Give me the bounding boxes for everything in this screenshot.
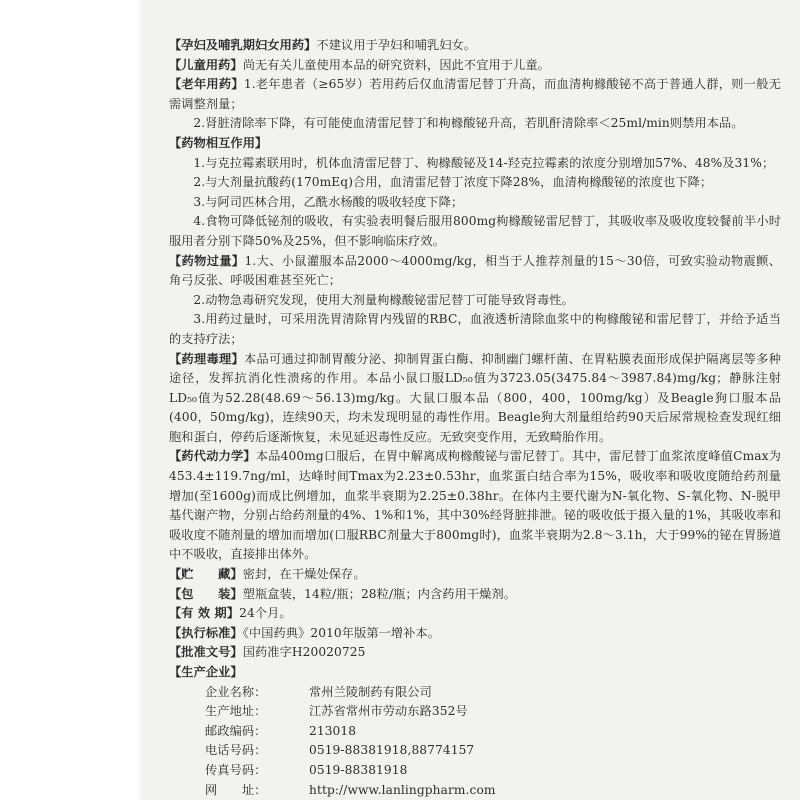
section-paragraph: 3.用药过量时，可采用洗胃清除胃内残留的RBC，血液透析清除血浆中的枸橼酸铋和雷尼替丁，并给予适当的支持疗法； bbox=[169, 312, 781, 346]
section-validity bbox=[169, 604, 781, 624]
section-paragraph: 4.食物可降低铋剂的吸收，有实验表明餐后服用800mg枸橼酸铋雷尼替丁，其吸收率及吸收度较餐前半小时服用者分别下降50%及25%，但不影响临床疗效。 bbox=[169, 214, 781, 248]
section-text: 尚无有关儿童使用本品的研究资料，因此不宜用于儿童。 bbox=[242, 57, 550, 72]
section-toxicology bbox=[169, 350, 781, 448]
address-row bbox=[205, 702, 781, 722]
section-storage bbox=[169, 565, 781, 585]
section-paragraph: 2.与大剂量抗酸药(170mEq)合用，血清雷尼替丁浓度下降28%，血清枸橼酸铋的浓度也下降； bbox=[193, 175, 713, 190]
section-packaging bbox=[169, 585, 781, 605]
section-text: 本品400mg口服后，在胃中解离成枸橼酸铋与雷尼替丁。其中，雷尼替丁血浆浓度峰值Cmax为453.4±119.7ng/ml，达峰时间Tmax为2.23±0.53hr，血浆蛋白结合率为15%，吸收率和吸收度随给药剂量增加(至1600g)而成比例增加，血浆半衰期为2.25±0.38hr。在体内主要代谢为N-氧化物、S-氧化物、N-脱甲基代谢产物，分别占给药剂量的4%、1%和1%，其中30%经肾脏排泄。铋的吸收低于摄入量的1%，其吸收率和吸收度不随剂量的增加而增加(口服RBC剂量大于800mg时)，血浆半衰期为2.8～3.1h，大于99%的铋在胃肠道中不吸收，直接排出体外。 bbox=[169, 449, 781, 562]
section-pharmacokinetics bbox=[169, 447, 781, 565]
manufacturer-details bbox=[205, 683, 781, 800]
section-manufacturer-heading bbox=[169, 663, 781, 683]
section-heading: 【儿童用药】 bbox=[169, 57, 243, 72]
section-paragraph: 3.与阿司匹林合用，乙酰水杨酸的吸收轻度下降； bbox=[193, 194, 464, 209]
field-label: 电话号码： bbox=[205, 743, 267, 758]
section-text: 密封，在干燥处保存。 bbox=[242, 567, 366, 582]
section-heading: 【孕妇及哺乳期妇女用药】 bbox=[169, 38, 317, 52]
section-heading: 【药代动力学】 bbox=[169, 449, 256, 464]
section-heading: 【生产企业】 bbox=[169, 665, 243, 679]
company-name-row bbox=[205, 683, 781, 703]
section-text: 塑瓶盒装，14粒/瓶；28粒/瓶；内含药用干燥剂。 bbox=[242, 586, 517, 601]
field-label: 生产地址： bbox=[205, 704, 267, 719]
section-overdose bbox=[169, 252, 781, 291]
company-name: 常州兰陵制药有限公司 bbox=[309, 684, 432, 699]
section-paragraph: 2.肾脏清除率下降，有可能使血清雷尼替丁和枸橼酸铋升高，若肌酐清除率＜25ml/min则禁用本品。 bbox=[193, 116, 744, 131]
address: 江苏省常州市劳动东路352号 bbox=[309, 704, 468, 719]
section-text: 不建议用于孕妇和哺乳妇女。 bbox=[316, 38, 477, 52]
section-heading: 【老年用药】 bbox=[169, 77, 244, 92]
phone: 0519-88381918,88774157 bbox=[309, 743, 475, 758]
field-label: 传真号码： bbox=[205, 762, 267, 777]
website-row bbox=[205, 781, 781, 800]
section-approval bbox=[169, 643, 781, 663]
section-text: 1.老年患者（≥65岁）若用药后仅血清雷尼替丁升高，而血清枸橼酸铋不高于普通人群，则一般无需调整剂量； bbox=[169, 77, 781, 111]
section-heading: 【药物过量】 bbox=[169, 253, 245, 268]
postcode-row bbox=[205, 722, 781, 742]
section-text: 《中国药典》2010年版第一增补本。 bbox=[242, 625, 441, 640]
section-text: 本品可通过抑制胃酸分泌、抑制胃蛋白酶、抑制幽门螺杆菌、在胃粘膜表面形成保护隔离层等多种途径，发挥抗消化性溃疡的作用。本品小鼠口服LD₅₀值为3723.05(3475.84～3987.84)mg/kg；静脉注射LD₅₀值为52.28(48.69～56.13)mg/kg。大鼠口服本品（800，400，100mg/kg）及Beagle狗口服本品(400，50mg/kg)，连续90天，均未发现明显的毒性作用。Beagle狗大剂量组给药90天后尿常规检查发现红细胞和蛋白，停药后逐渐恢复，未见延迟毒性反应。无致突变作用，无致畸胎作用。 bbox=[169, 351, 781, 444]
section-pregnancy bbox=[169, 36, 781, 56]
section-children bbox=[169, 56, 781, 76]
field-label: 企业名称： bbox=[205, 684, 267, 699]
postcode: 213018 bbox=[309, 723, 357, 738]
field-label: 邮政编码： bbox=[205, 723, 267, 738]
section-heading: 【药理毒理】 bbox=[169, 351, 244, 366]
field-label: 网 址： bbox=[205, 782, 267, 797]
section-heading: 【药物相互作用】 bbox=[169, 135, 268, 150]
section-heading: 【包 装】 bbox=[169, 586, 243, 601]
section-interactions-heading bbox=[169, 134, 781, 154]
section-text: 国药准字H20020725 bbox=[242, 645, 366, 660]
section-heading: 【执行标准】 bbox=[169, 625, 243, 640]
section-elderly bbox=[169, 75, 781, 114]
section-text: 1.大、小鼠灌服本品2000～4000mg/kg，相当于人推荐剂量的15～30倍，可致实验动物震颤、角弓反张、呼吸困难甚至死亡； bbox=[169, 253, 781, 288]
section-heading: 【批准文号】 bbox=[169, 645, 243, 660]
section-heading: 【有 效 期】 bbox=[169, 606, 240, 621]
section-paragraph: 1.与克拉霉素联用时，机体血清雷尼替丁、枸橼酸铋及14-羟克拉霉素的浓度分别增加57%、48%及31%； bbox=[193, 155, 775, 170]
section-standard bbox=[169, 624, 781, 644]
leaflet-content bbox=[169, 36, 781, 800]
website: http://www.lanlingpharm.com bbox=[309, 782, 496, 797]
leaflet-page bbox=[143, 0, 800, 800]
section-paragraph: 2.动物急毒研究发现，使用大剂量枸橼酸铋雷尼替丁可能导致肾毒性。 bbox=[193, 292, 574, 307]
fax-row bbox=[205, 761, 781, 781]
section-text: 24个月。 bbox=[239, 606, 292, 621]
phone-row bbox=[205, 741, 781, 761]
fax: 0519-88381918 bbox=[309, 762, 408, 777]
section-heading: 【贮 藏】 bbox=[169, 567, 243, 582]
